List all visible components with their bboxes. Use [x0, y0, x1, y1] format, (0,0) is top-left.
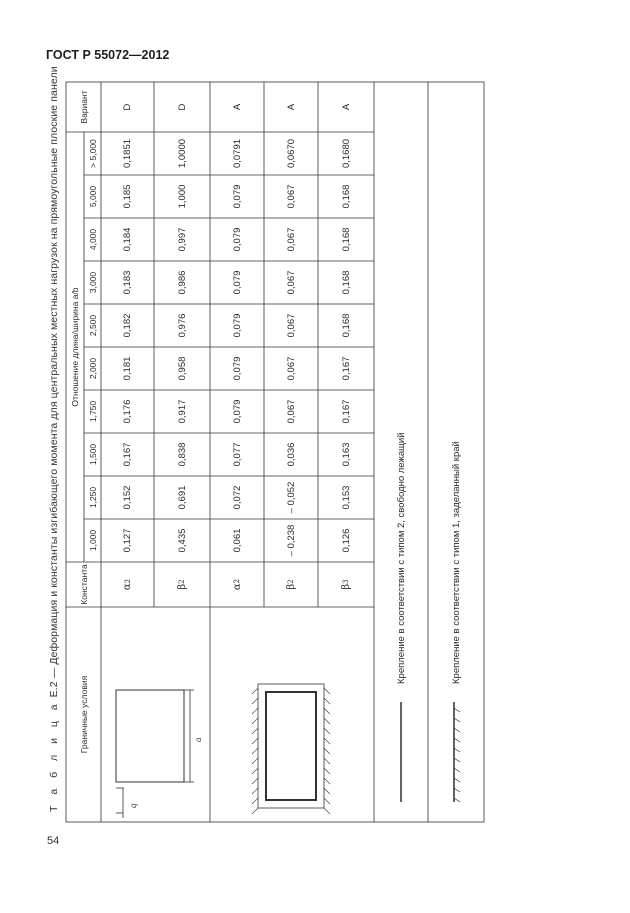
table-caption-text: Е.2 — Деформация и константы изгибающего момента для центральных местных нагрузок на прямоугольные плоские панели: [48, 66, 60, 701]
value-cell: 0,1851: [122, 138, 133, 169]
value-cell: 0,127: [122, 528, 133, 553]
value-cell: 0,163: [340, 442, 352, 467]
value-cell: 0,185: [122, 184, 133, 209]
legend-clamped-edge: Крепление в соответствии с типом 1, заделанный край: [450, 441, 462, 684]
value-cell: 0,997: [176, 227, 188, 252]
value-cell: 0,036: [285, 442, 297, 467]
value-cell: 0,0791: [231, 138, 243, 169]
value-cell: 0,691: [176, 485, 188, 510]
rotated-table-block: [44, 66, 484, 822]
value-cell: 0,067: [285, 399, 297, 424]
value-cell: – 0,238: [285, 524, 297, 557]
header-ratio: Отношение длина/ширина a/b: [70, 287, 80, 407]
header-boundary-conditions: Граничные условия: [78, 675, 89, 754]
diagram-dimension-q: q: [128, 803, 138, 808]
value-cell: 0,168: [340, 184, 352, 209]
value-cell: 0,067: [285, 270, 297, 295]
value-cell: 0,176: [122, 399, 133, 424]
constant-cell: β 2: [285, 579, 297, 590]
value-cell: 0,168: [340, 270, 352, 295]
value-cell: 0,067: [285, 184, 297, 209]
ratio-header: 4,000: [87, 228, 98, 251]
value-cell: 0,184: [122, 227, 133, 252]
value-cell: 0,167: [340, 356, 352, 381]
value-cell: 0,072: [231, 485, 243, 510]
value-cell: 0,958: [176, 356, 188, 381]
table-caption-label: Т а б л и ц а: [48, 700, 60, 812]
value-cell: 0,067: [285, 313, 297, 338]
value-cell: 0,077: [231, 442, 243, 467]
value-cell: 0,079: [231, 399, 243, 424]
constant-cell: α 2: [231, 578, 243, 591]
value-cell: 0,435: [176, 528, 188, 553]
variant-cell: D: [122, 103, 133, 111]
value-cell: 0,126: [340, 528, 352, 553]
document-id-header: ГОСТ Р 55072—2012: [46, 48, 170, 62]
value-cell: 0,917: [176, 399, 188, 424]
diagram-dimension-a: a: [193, 737, 203, 742]
value-cell: 0,181: [122, 356, 133, 381]
ratio-header: 1,750: [87, 400, 98, 423]
ratio-header: 2,500: [87, 314, 98, 337]
header-constant: Константа: [78, 564, 89, 605]
constant-cell: β 2: [176, 579, 188, 590]
value-cell: 0,079: [231, 184, 243, 209]
ratio-header: 2,000: [87, 357, 98, 380]
clamped-panel-diagram: [252, 684, 330, 814]
ratio-header: 1,000: [87, 529, 98, 552]
variant-cell: A: [340, 103, 352, 111]
value-cell: 0,168: [340, 227, 352, 252]
value-cell: 0,986: [176, 270, 188, 295]
value-cell: 0,079: [231, 270, 243, 295]
value-cell: 0,168: [340, 313, 352, 338]
value-cell: 1,000: [176, 184, 188, 209]
value-cell: 0,079: [231, 356, 243, 381]
value-cell: 0,167: [122, 442, 133, 467]
page-number: 54: [47, 835, 60, 847]
constant-cell: β 3: [340, 579, 352, 590]
ratio-header: 3,000: [87, 271, 98, 294]
ratio-header: 1,500: [87, 443, 98, 466]
header-variant: Вариант: [78, 90, 89, 124]
value-cell: 0,152: [122, 485, 133, 510]
value-cell: 1,0000: [176, 138, 188, 169]
value-cell: 0,067: [285, 227, 297, 252]
value-cell: 0,976: [176, 313, 188, 338]
value-cell: 0,153: [340, 485, 352, 510]
value-cell: – 0,052: [285, 481, 297, 514]
ratio-header: 5,000: [87, 185, 98, 208]
constant-cell: α 2: [122, 578, 133, 591]
value-cell: 0,067: [285, 356, 297, 381]
legend-simply-supported: Крепление в соответствии с типом 2, свободно лежащий: [395, 432, 407, 684]
simply-supported-panel-diagram: [116, 690, 194, 818]
value-cell: 0,182: [122, 313, 133, 338]
ratio-header: > 5,000: [87, 139, 98, 168]
clamped-edge-symbol: [454, 702, 460, 802]
value-cell: 0,061: [231, 528, 243, 553]
value-cell: 0,838: [176, 442, 188, 467]
value-cell: 0,0670: [285, 138, 297, 169]
variant-cell: D: [176, 103, 188, 111]
value-cell: 0,079: [231, 313, 243, 338]
ratio-header: 1,250: [87, 486, 98, 509]
value-cell: 0,183: [122, 270, 133, 295]
variant-cell: A: [285, 103, 297, 111]
value-cell: 0,079: [231, 227, 243, 252]
value-cell: 0,167: [340, 399, 352, 424]
variant-cell: A: [231, 103, 243, 111]
value-cell: 0,1680: [340, 138, 352, 169]
